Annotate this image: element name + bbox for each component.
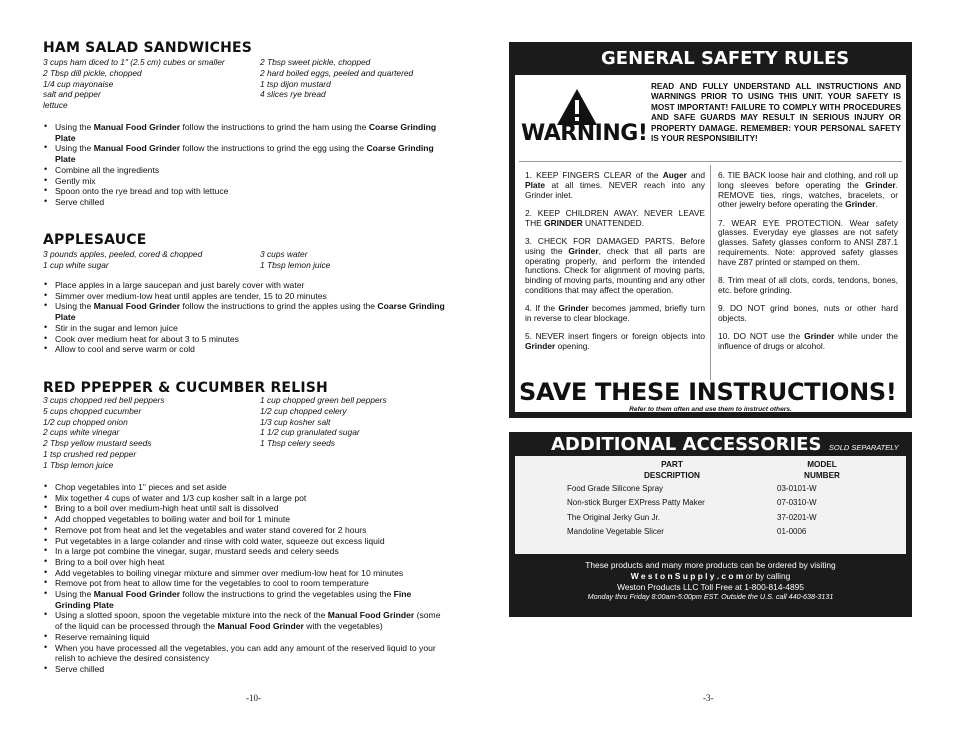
ingredients-left [43, 57, 258, 111]
ingredient: 2 Tbsp sweet pickle, chopped [260, 57, 371, 67]
recipe-ham-steps [43, 122, 448, 208]
recipe-step: • Add vegetables to boiling vinegar mixture and simmer over medium-low heat for 10 minutes [43, 568, 448, 579]
ingredient: 1/2 cup chopped onion [43, 416, 128, 427]
divider [519, 161, 902, 162]
recipe-step: • Remove pot from heat and let the vegetables and water stand covered for 2 hours [43, 525, 448, 536]
page-number-right: -3- [703, 693, 714, 703]
accessories-table-box [515, 456, 906, 554]
safety-rule: 3. CHECK FOR DAMAGED PARTS. Before using the Grinder, check that all parts are operating properly, and perform the intended functions. Check for alignment of moving parts, binding of moving parts, mounting and any other conditions that may affect the operation. [525, 235, 705, 295]
safety-rule: 10. DO NOT use the Grinder while under the influence of drugs or alcohol. [718, 331, 898, 352]
ingredient: 1 Tbsp celery seeds [260, 438, 335, 449]
website-link[interactable]: W e s t o n S u p p l y . c o m [630, 570, 744, 581]
recipe-step: • Bring to a boil over high heat [43, 557, 448, 568]
recipe-step: • Simmer over medium-low heat until apples are tender, 15 to 20 minutes [43, 291, 448, 302]
part-description: Food Grade Silicone Spray [567, 483, 664, 493]
ingredient: 2 hard boiled eggs, peeled and quartered [260, 67, 414, 78]
recipe-step: • Chop vegetables into 1" pieces and set aside [43, 482, 448, 493]
ingredient: 3 cups ham diced to 1" (2.5 cm) cubes or smaller [43, 57, 225, 67]
recipe-step: • Serve chilled [43, 664, 448, 675]
ingredient: 3 pounds apples, peeled, cored & chopped [43, 249, 203, 259]
footer-line-3: Weston Products LLC Toll Free at 1-800-814-4895 [617, 581, 804, 592]
safety-title: GENERAL SAFETY RULES [601, 48, 850, 69]
safety-rule: 6. TIE BACK loose hair and clothing, and roll up long sleeves before operating the Grinder. REMOVE ties, rings, watches, bracelets, or other jewelry before operating the Grinder. [718, 170, 898, 210]
ingredient: 1 Tbsp lemon juice [43, 459, 114, 470]
ingredients-right [260, 249, 460, 271]
recipe-step: • When you have processed all the vegetables, you can add any amount of the reserved liquid to your relish to achieve the desired consistency [43, 643, 448, 664]
model-number: 07-0310-W [777, 498, 817, 508]
accessories-panel [509, 432, 912, 617]
recipe-step: • Using the Manual Food Grinder follow the instructions to grind the ham using the Coarse Grinding Plate [43, 122, 448, 143]
recipe-step: • Put vegetables in a large colander and rinse with cold water, squeeze out excess liquid [43, 536, 448, 547]
ingredient: 1 tsp dijon mustard [260, 78, 331, 89]
safety-rule: 7. WEAR EYE PROTECTION. Wear safety glasses. Everyday eye glasses are not safety glasses. Safety glasses conform to ANSI Z87.1 requirements. Note: approved safety glasses have Z87 printed or stamped on them. [718, 217, 898, 267]
safety-rule: 2. KEEP CHILDREN AWAY. NEVER LEAVE THE GRINDER UNATTENDED. [525, 207, 705, 228]
recipe-step: • Cook over medium heat for about 3 to 5 minutes [43, 334, 448, 345]
col-part-header: PART DESCRIPTION [644, 460, 700, 480]
recipe-applesauce-steps [43, 280, 448, 355]
safety-rule: 5. NEVER insert fingers or foreign objects into Grinder opening. [525, 331, 705, 352]
table-row [567, 496, 867, 511]
ingredient: 1/3 cup kosher salt [260, 416, 331, 427]
recipe-title: HAM SALAD SANDWICHES [43, 40, 253, 56]
ingredient: 2 Tbsp dill pickle, chopped [43, 67, 142, 78]
accessories-rows [567, 481, 867, 539]
ingredient: 3 cups chopped red bell peppers [43, 395, 165, 405]
ingredient: salt and pepper [43, 89, 101, 100]
recipe-step: • Add chopped vegetables to boiling water and boil for 1 minute [43, 514, 448, 525]
footer-line-4: Monday thru Friday 8:00am-5:00pm EST. Outside the U.S. call 440-638-3131 [587, 592, 834, 602]
model-number: 01-0006 [777, 527, 807, 537]
recipe-step: • Bring to a boil over medium-high heat until salt is dissolved [43, 503, 448, 514]
table-row [567, 510, 867, 525]
table-row [567, 481, 867, 496]
rules-left [525, 171, 705, 360]
recipe-applesauce [43, 232, 463, 270]
warning-word: WARNING! [521, 121, 648, 146]
ingredient: 3 cups water [260, 249, 308, 259]
accessories-table [567, 460, 867, 539]
rules-right [718, 171, 898, 360]
ingredients-left [43, 249, 258, 271]
recipe-step: • Using the Manual Food Grinder follow the instructions to grind the apples using the Coarse Grinding Plate [43, 301, 448, 322]
ingredient: 1/2 cup chopped celery [260, 405, 347, 416]
ingredient: 1/4 cup mayonaise [43, 78, 114, 89]
ingredient: 1 cup white sugar [43, 259, 109, 270]
part-description: Mandoline Vegetable Slicer [567, 527, 664, 537]
ingredients-right [260, 395, 460, 449]
recipe-step: • Using the Manual Food Grinder follow the instructions to grind the vegetables using the Fine Grinding Plate [43, 589, 448, 610]
accessories-footer [509, 560, 912, 603]
recipe-step: • Reserve remaining liquid [43, 632, 448, 643]
safety-rule: 1. KEEP FINGERS CLEAR of the Auger and Plate at all times. NEVER reach into any Grinder inlet. [525, 170, 705, 200]
column-divider [710, 165, 711, 380]
recipe-title: APPLESAUCE [43, 232, 147, 248]
recipe-step: • Remove pot from heat to allow time for the vegetables to cool to room temperature [43, 578, 448, 589]
ingredients-right [260, 57, 460, 100]
footer-line-2: W e s t o n S u p p l y . c o m or by calling [630, 570, 791, 581]
recipe-step: • Spoon onto the rye bread and top with lettuce [43, 186, 448, 197]
ingredient: 4 slices rye bread [260, 89, 326, 100]
recipe-ham [43, 40, 463, 111]
recipe-step: • Stir in the sugar and lemon juice [43, 323, 448, 334]
footer-line-1: These products and many more products can be ordered by visiting [585, 560, 836, 570]
safety-panel [509, 42, 912, 418]
page-number-left: -10- [246, 693, 261, 703]
accessories-note: SOLD SEPARATELY [828, 443, 899, 452]
save-instructions-heading: SAVE THESE INSTRUCTIONS! [519, 378, 897, 406]
recipe-step: • Using a slotted spoon, spoon the vegetable mixture into the neck of the Manual Food Grinder (some of the liquid can be processed through the Manual Food Grinder with the vegetables) [43, 610, 448, 631]
recipe-step: • Mix together 4 cups of water and 1/3 cup kosher salt in a large pot [43, 493, 448, 504]
safety-rule: 9. DO NOT grind bones, nuts or other hard objects. [718, 303, 898, 324]
recipe-step: • Place apples in a large saucepan and just barely cover with water [43, 280, 448, 291]
safety-rule: 4. If the Grinder becomes jammed, briefly turn in reverse to clear blockage. [525, 303, 705, 324]
ingredient: 2 Tbsp yellow mustard seeds [43, 438, 152, 449]
save-instructions-sub: Refer to them often and use them to instruct others. [629, 406, 792, 413]
part-description: The Original Jerky Gun Jr. [567, 512, 660, 522]
recipe-relish-steps [43, 482, 448, 675]
part-description: Non-stick Burger EXPress Patty Maker [567, 498, 705, 508]
ingredient: lettuce [43, 100, 68, 111]
safety-content [515, 75, 906, 412]
warning-text [651, 82, 901, 144]
ingredient: 5 cups chopped cucumber [43, 405, 142, 416]
safety-rule: 8. Trim meat of all clots, cords, tendons, bones, etc. before grinding. [718, 275, 898, 295]
ingredient: 2 cups white vinegar [43, 427, 120, 438]
recipe-relish [43, 380, 463, 470]
recipe-step: • Gently mix [43, 176, 448, 187]
recipe-step: • Using the Manual Food Grinder follow the instructions to grind the egg using the Coarse Grinding Plate [43, 143, 448, 164]
accessories-title: ADDITIONAL ACCESSORIES [551, 434, 822, 455]
ingredient: 1 tsp crushed red pepper [43, 448, 137, 459]
ingredient: 1 1/2 cup granulated sugar [260, 427, 360, 438]
ingredient: 1 cup chopped green bell peppers [260, 395, 387, 405]
ingredient: 1 Tbsp lemon juice [260, 259, 331, 270]
recipe-step: • In a large pot combine the vinegar, sugar, mustard seeds and celery seeds [43, 546, 448, 557]
warning-remember: REMEMBER: YOUR PERSONAL SAFETY IS YOUR RESPONSIBILITY! [651, 123, 901, 144]
warning-body: READ AND FULLY UNDERSTAND ALL INSTRUCTIONS AND WARNINGS PRIOR TO USING THIS UNIT. YOUR SAFETY IS MOST IMPORTANT! FAILURE TO COMPLY WITH PROCEDURES AND SAFE GUARDS MAY RESULT IN SERIOUS INJURY OR PROPERTY DAMAGE. [651, 82, 901, 133]
recipe-title: RED PPEPPER & CUCUMBER RELISH [43, 380, 328, 396]
ingredients-left [43, 395, 258, 471]
accessories-heading [551, 434, 899, 455]
recipe-step: • Combine all the ingredients [43, 165, 448, 176]
recipe-step: • Allow to cool and serve warm or cold [43, 344, 448, 355]
model-number: 37-0201-W [777, 512, 817, 522]
recipe-step: • Serve chilled [43, 197, 448, 208]
table-row [567, 525, 867, 540]
col-model-header: MODEL NUMBER [804, 460, 840, 480]
model-number: 03-0101-W [777, 483, 817, 493]
